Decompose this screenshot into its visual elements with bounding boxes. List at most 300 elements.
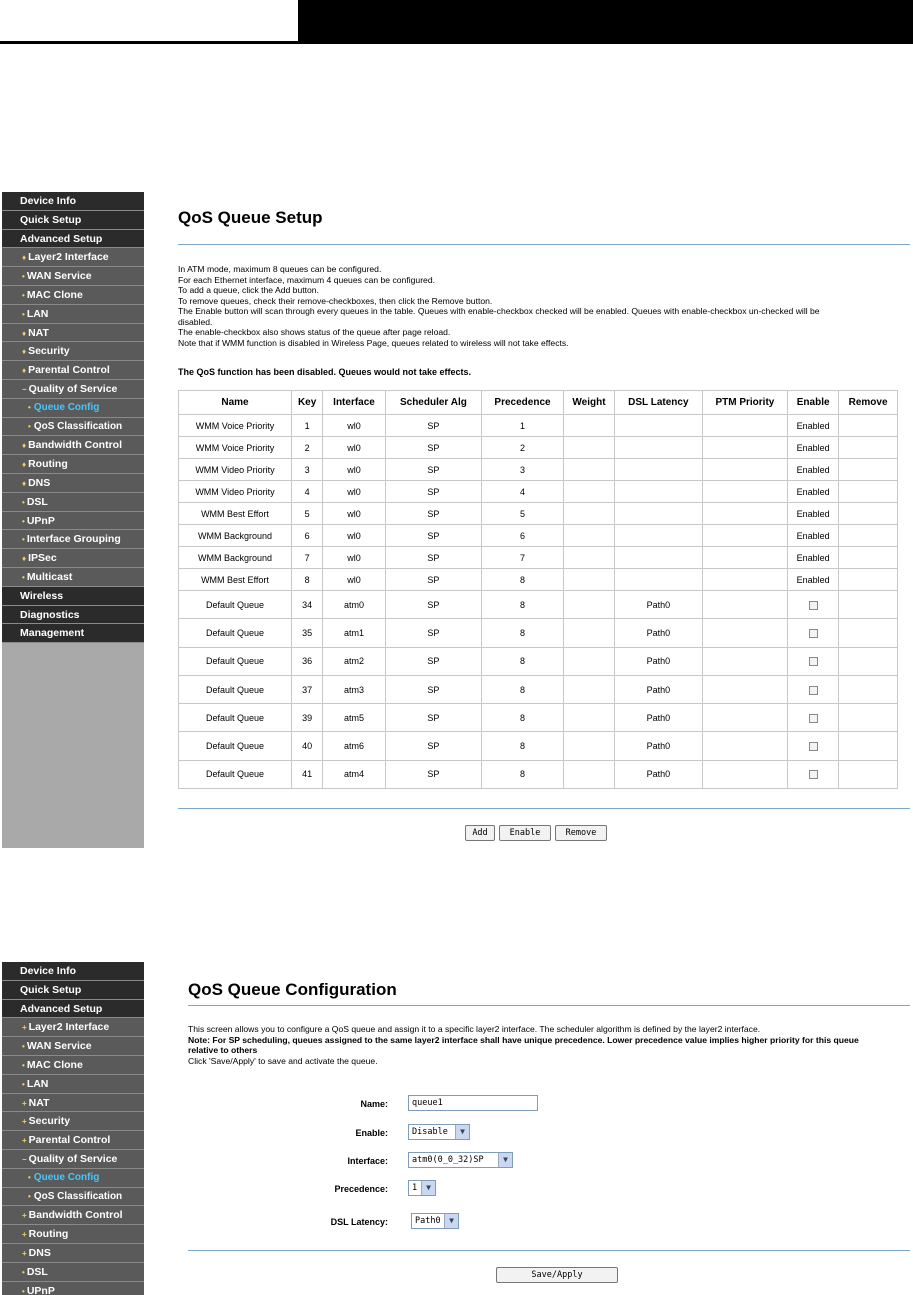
title-divider bbox=[178, 244, 910, 245]
table-row bbox=[179, 481, 898, 503]
table-cell bbox=[702, 619, 788, 647]
column-header: Key bbox=[291, 391, 322, 415]
table-cell: 35 bbox=[291, 619, 322, 647]
table-cell: Enabled bbox=[788, 415, 839, 437]
bullet-icon: ♦ bbox=[22, 478, 27, 488]
table-cell: WMM Voice Priority bbox=[179, 415, 292, 437]
table-cell: 8 bbox=[482, 619, 564, 647]
table-cell bbox=[563, 503, 614, 525]
enable-checkbox[interactable] bbox=[809, 770, 818, 779]
table-cell bbox=[702, 547, 788, 569]
table-cell: 2 bbox=[482, 437, 564, 459]
table-cell: 8 bbox=[291, 569, 322, 591]
table-row bbox=[179, 525, 898, 547]
enable-cell bbox=[788, 647, 839, 675]
sidebar-item-label: Bandwidth Control bbox=[28, 439, 122, 452]
table-cell: 8 bbox=[482, 591, 564, 619]
page-title: QoS Queue Configuration bbox=[188, 980, 397, 999]
remove-cell bbox=[839, 704, 898, 732]
sidebar-item-label: Bandwidth Control bbox=[28, 1209, 123, 1222]
header-rule bbox=[0, 41, 913, 44]
bullet-icon: • bbox=[22, 1079, 25, 1089]
table-cell bbox=[563, 525, 614, 547]
remove-cell bbox=[839, 619, 898, 647]
bullet-icon: ♦ bbox=[22, 366, 27, 376]
table-cell bbox=[563, 760, 614, 788]
table-cell: atm5 bbox=[323, 704, 386, 732]
sidebar-item-interface-grouping[interactable] bbox=[2, 530, 144, 549]
table-cell: atm4 bbox=[323, 760, 386, 788]
sidebar-item-label: WAN Service bbox=[26, 270, 92, 283]
config-note-line-cont: relative to others bbox=[188, 1045, 258, 1055]
table-cell: wl0 bbox=[323, 459, 386, 481]
sidebar-item-label: Advanced Setup bbox=[20, 232, 103, 245]
sidebar-item-nat[interactable] bbox=[2, 324, 144, 343]
table-cell: 4 bbox=[482, 481, 564, 503]
description-line: Note that if WMM function is disabled in Wireless Page, queues related to wireless will not take effects. bbox=[178, 337, 569, 348]
table-cell bbox=[615, 503, 703, 525]
add-button[interactable]: Add bbox=[465, 825, 495, 841]
table-cell: Default Queue bbox=[179, 647, 292, 675]
table-cell: atm3 bbox=[323, 675, 386, 703]
bullet-icon: • bbox=[28, 1191, 31, 1201]
sidebar-item-advanced-setup[interactable] bbox=[2, 230, 144, 249]
table-cell: 36 bbox=[291, 647, 322, 675]
table-cell: 5 bbox=[291, 503, 322, 525]
sidebar-item-queue-config[interactable] bbox=[2, 1169, 144, 1188]
sidebar-item-label: LAN bbox=[26, 1077, 49, 1090]
table-cell: 41 bbox=[291, 760, 322, 788]
sidebar-item-layer2-interface[interactable] bbox=[2, 248, 144, 267]
description-line: The Enable button will scan through every queues in the table. Queues with enable-checkbox checked will be enabled. Queues with enable-checkbox un-checked will be bbox=[178, 306, 820, 316]
interface-select-value: atm0(0_0_32)SP bbox=[412, 1155, 484, 1165]
remove-cell bbox=[839, 647, 898, 675]
table-cell: 37 bbox=[291, 675, 322, 703]
sidebar-item-routing[interactable] bbox=[2, 1225, 144, 1244]
enable-cell bbox=[788, 760, 839, 788]
table-cell bbox=[702, 481, 788, 503]
table-cell: wl0 bbox=[323, 503, 386, 525]
table-cell: 40 bbox=[291, 732, 322, 760]
enable-cell bbox=[788, 675, 839, 703]
table-row bbox=[179, 591, 898, 619]
sidebar-item-label: Wireless bbox=[20, 589, 64, 602]
sidebar-item-diagnostics[interactable] bbox=[2, 606, 144, 625]
header-black-bar bbox=[298, 0, 913, 41]
table-cell bbox=[615, 569, 703, 591]
table-cell: WMM Video Priority bbox=[179, 481, 292, 503]
sidebar-item-label: Diagnostics bbox=[20, 608, 80, 621]
bullet-icon: − bbox=[22, 1154, 27, 1164]
enable-cell bbox=[788, 619, 839, 647]
table-cell: 5 bbox=[482, 503, 564, 525]
description-line: For each Ethernet interface, maximum 4 queues can be configured. bbox=[178, 274, 435, 285]
queue-table bbox=[178, 390, 898, 789]
enable-checkbox[interactable] bbox=[809, 742, 818, 751]
table-cell bbox=[563, 547, 614, 569]
sidebar-item-dns[interactable] bbox=[2, 1244, 144, 1263]
table-cell: 34 bbox=[291, 591, 322, 619]
sidebar-item-label: Interface Grouping bbox=[26, 533, 121, 546]
table-cell: wl0 bbox=[323, 437, 386, 459]
precedence-select[interactable] bbox=[408, 1180, 436, 1196]
table-cell bbox=[702, 675, 788, 703]
bullet-icon: + bbox=[22, 1230, 27, 1240]
table-cell: Path0 bbox=[615, 647, 703, 675]
table-cell bbox=[563, 569, 614, 591]
sidebar-item-device-info[interactable] bbox=[2, 192, 144, 211]
table-cell bbox=[563, 481, 614, 503]
sidebar-item-label: MAC Clone bbox=[26, 1058, 83, 1071]
table-row bbox=[179, 503, 898, 525]
table-cell: SP bbox=[385, 647, 481, 675]
table-cell: Enabled bbox=[788, 503, 839, 525]
sidebar-item-label: Parental Control bbox=[28, 1134, 111, 1147]
enable-cell bbox=[788, 704, 839, 732]
sidebar-item-mac-clone[interactable] bbox=[2, 1056, 144, 1075]
description-line: disabled. bbox=[178, 316, 213, 327]
table-cell: SP bbox=[385, 437, 481, 459]
sidebar-item-lan[interactable] bbox=[2, 1075, 144, 1094]
table-row bbox=[179, 569, 898, 591]
table-cell: 39 bbox=[291, 704, 322, 732]
sidebar-item-upnp[interactable] bbox=[2, 1282, 144, 1295]
table-cell bbox=[702, 647, 788, 675]
sidebar-item-upnp[interactable] bbox=[2, 512, 144, 531]
description-line: To add a queue, click the Add button. bbox=[178, 285, 319, 295]
qos-queue-config-screen bbox=[2, 962, 912, 1295]
table-cell: SP bbox=[385, 525, 481, 547]
enable-cell bbox=[788, 732, 839, 760]
column-header: Remove bbox=[839, 391, 898, 415]
bullet-icon: + bbox=[22, 1117, 27, 1127]
bullet-icon: • bbox=[22, 497, 25, 507]
sidebar-item-device-info[interactable] bbox=[2, 962, 144, 981]
description-line: In ATM mode, maximum 8 queues can be configured. bbox=[178, 264, 382, 274]
table-cell bbox=[615, 547, 703, 569]
precedence-select-value: 1 bbox=[412, 1183, 418, 1193]
bullet-icon: • bbox=[22, 1060, 25, 1070]
enable-checkbox[interactable] bbox=[809, 601, 818, 610]
sidebar-item-label: Queue Config bbox=[33, 1171, 100, 1183]
table-cell bbox=[563, 459, 614, 481]
table-cell bbox=[563, 732, 614, 760]
table-row bbox=[179, 415, 898, 437]
table-cell: 7 bbox=[482, 547, 564, 569]
table-cell bbox=[839, 525, 898, 547]
table-cell bbox=[615, 437, 703, 459]
table-cell bbox=[702, 704, 788, 732]
enable-checkbox[interactable] bbox=[809, 686, 818, 695]
table-cell: SP bbox=[385, 675, 481, 703]
sidebar-item-parental-control[interactable] bbox=[2, 361, 144, 380]
sidebar-item-management[interactable] bbox=[2, 624, 144, 643]
sidebar-item-label: Security bbox=[28, 1115, 71, 1128]
sidebar-item-routing[interactable] bbox=[2, 455, 144, 474]
remove-cell bbox=[839, 732, 898, 760]
table-cell: 8 bbox=[482, 647, 564, 675]
bottom-divider bbox=[178, 808, 910, 809]
enable-select-value: Disable bbox=[412, 1127, 448, 1137]
table-cell: Path0 bbox=[615, 591, 703, 619]
table-cell: WMM Video Priority bbox=[179, 459, 292, 481]
table-cell: WMM Best Effort bbox=[179, 569, 292, 591]
table-cell bbox=[563, 591, 614, 619]
remove-button[interactable]: Remove bbox=[555, 825, 607, 841]
sidebar-item-layer2-interface[interactable] bbox=[2, 1018, 144, 1037]
enable-label: Enable: bbox=[355, 1128, 388, 1138]
table-cell: 8 bbox=[482, 569, 564, 591]
bullet-icon: • bbox=[22, 272, 25, 282]
sidebar-item-multicast[interactable] bbox=[2, 568, 144, 587]
sidebar-item-quality-of-service[interactable] bbox=[2, 1150, 144, 1169]
sidebar-item-lan[interactable] bbox=[2, 305, 144, 324]
bullet-icon: • bbox=[22, 535, 25, 545]
bullet-icon: • bbox=[28, 1172, 31, 1182]
table-cell bbox=[702, 569, 788, 591]
sidebar-item-parental-control[interactable] bbox=[2, 1131, 144, 1150]
table-cell: SP bbox=[385, 760, 481, 788]
sidebar-item-label: UPnP bbox=[26, 514, 55, 527]
table-cell: SP bbox=[385, 415, 481, 437]
bullet-icon: • bbox=[22, 1042, 25, 1052]
save-apply-button[interactable]: Save/Apply bbox=[496, 1267, 618, 1283]
table-cell bbox=[839, 415, 898, 437]
chevron-down-icon: ▼ bbox=[444, 1214, 458, 1228]
column-header: Name bbox=[179, 391, 292, 415]
remove-cell bbox=[839, 591, 898, 619]
bullet-icon: • bbox=[22, 309, 25, 319]
sidebar-item-label: WAN Service bbox=[26, 1040, 92, 1053]
sidebar-item-label: Quality of Service bbox=[28, 1152, 118, 1165]
sidebar-item-label: Layer2 Interface bbox=[28, 251, 109, 264]
table-cell bbox=[839, 437, 898, 459]
sidebar-item-label: Routing bbox=[28, 458, 68, 471]
table-cell: Default Queue bbox=[179, 675, 292, 703]
sidebar-item-label: Parental Control bbox=[28, 364, 110, 377]
sidebar-item-label: DNS bbox=[28, 476, 51, 489]
config-desc-line: This screen allows you to configure a QoS queue and assign it to a specific layer2 interface. The scheduler algorithm is defined by the layer2 interface. bbox=[188, 1024, 761, 1034]
table-row bbox=[179, 547, 898, 569]
bullet-icon: ♦ bbox=[22, 253, 27, 263]
bullet-icon: + bbox=[22, 1136, 27, 1146]
table-cell bbox=[702, 437, 788, 459]
table-cell bbox=[615, 525, 703, 547]
sidebar-item-label: NAT bbox=[28, 1096, 50, 1109]
table-cell: wl0 bbox=[323, 415, 386, 437]
table-row bbox=[179, 760, 898, 788]
config-save-hint: Click 'Save/Apply' to save and activate the queue. bbox=[188, 1055, 378, 1066]
sidebar-item-label: Management bbox=[20, 627, 85, 640]
table-cell: atm1 bbox=[323, 619, 386, 647]
table-cell: 3 bbox=[291, 459, 322, 481]
table-cell: WMM Background bbox=[179, 525, 292, 547]
sidebar-item-mac-clone[interactable] bbox=[2, 286, 144, 305]
enable-checkbox[interactable] bbox=[809, 714, 818, 723]
table-cell: WMM Background bbox=[179, 547, 292, 569]
table-cell bbox=[702, 459, 788, 481]
table-cell: wl0 bbox=[323, 525, 386, 547]
table-cell: atm0 bbox=[323, 591, 386, 619]
table-cell: Enabled bbox=[788, 437, 839, 459]
table-cell: Enabled bbox=[788, 547, 839, 569]
chevron-down-icon: ▼ bbox=[421, 1181, 435, 1195]
table-cell bbox=[839, 459, 898, 481]
precedence-label: Precedence: bbox=[334, 1184, 388, 1194]
table-cell bbox=[563, 675, 614, 703]
dsl-latency-select-value: Path0 bbox=[415, 1216, 441, 1226]
bullet-icon: • bbox=[22, 1286, 25, 1295]
table-row bbox=[179, 647, 898, 675]
table-cell: Path0 bbox=[615, 619, 703, 647]
table-cell bbox=[839, 481, 898, 503]
table-cell: atm2 bbox=[323, 647, 386, 675]
table-cell: Path0 bbox=[615, 704, 703, 732]
table-cell: SP bbox=[385, 481, 481, 503]
table-cell: 2 bbox=[291, 437, 322, 459]
table-cell: 6 bbox=[482, 525, 564, 547]
bullet-icon: ♦ bbox=[22, 328, 27, 338]
sidebar-item-bandwidth-control[interactable] bbox=[2, 436, 144, 455]
column-header: Enable bbox=[788, 391, 839, 415]
table-cell bbox=[615, 481, 703, 503]
sidebar-item-wireless[interactable] bbox=[2, 587, 144, 606]
sidebar-item-quick-setup[interactable] bbox=[2, 981, 144, 1000]
sidebar-item-label: DSL bbox=[26, 495, 48, 508]
remove-cell bbox=[839, 675, 898, 703]
sidebar-item-label: Layer2 Interface bbox=[28, 1021, 110, 1034]
table-cell: WMM Best Effort bbox=[179, 503, 292, 525]
sidebar-item-label: QoS Classification bbox=[33, 1190, 123, 1202]
sidebar-item-label: NAT bbox=[28, 326, 49, 339]
table-cell: SP bbox=[385, 704, 481, 732]
sidebar-item-label: QoS Classification bbox=[33, 420, 123, 432]
sidebar-item-security[interactable] bbox=[2, 1112, 144, 1131]
sidebar-item-quick-setup[interactable] bbox=[2, 211, 144, 230]
bullet-icon: + bbox=[22, 1098, 27, 1108]
sidebar-item-wan-service[interactable] bbox=[2, 267, 144, 286]
description-line: To remove queues, check their remove-checkboxes, then click the Remove button. bbox=[178, 295, 493, 306]
sidebar-nav bbox=[2, 192, 144, 848]
name-input[interactable]: queue1 bbox=[408, 1095, 538, 1111]
table-cell: 8 bbox=[482, 704, 564, 732]
table-cell bbox=[702, 415, 788, 437]
table-cell: Default Queue bbox=[179, 619, 292, 647]
table-cell: 6 bbox=[291, 525, 322, 547]
bullet-icon: + bbox=[22, 1248, 27, 1258]
sidebar-item-dsl[interactable] bbox=[2, 493, 144, 512]
sidebar-item-queue-config[interactable] bbox=[2, 399, 144, 418]
table-cell: wl0 bbox=[323, 481, 386, 503]
sidebar-nav bbox=[2, 962, 144, 1295]
bullet-icon: ♦ bbox=[22, 554, 27, 564]
sidebar-item-nat[interactable] bbox=[2, 1094, 144, 1113]
config-description bbox=[188, 1024, 859, 1066]
table-cell bbox=[563, 437, 614, 459]
sidebar-item-quality-of-service[interactable] bbox=[2, 380, 144, 399]
enable-cell bbox=[788, 591, 839, 619]
bullet-icon: − bbox=[22, 384, 27, 394]
sidebar-item-label: Device Info bbox=[20, 195, 77, 207]
table-row bbox=[179, 675, 898, 703]
bullet-icon: + bbox=[22, 1023, 27, 1033]
title-divider bbox=[188, 1005, 910, 1006]
table-cell: SP bbox=[385, 732, 481, 760]
table-cell: 1 bbox=[482, 415, 564, 437]
table-cell: SP bbox=[385, 547, 481, 569]
column-header: Precedence bbox=[482, 391, 564, 415]
column-header: PTM Priority bbox=[702, 391, 788, 415]
sidebar-item-label: LAN bbox=[26, 307, 49, 320]
table-cell bbox=[839, 547, 898, 569]
bullet-icon: • bbox=[22, 1267, 25, 1277]
bullet-icon: • bbox=[28, 421, 31, 431]
bullet-icon: • bbox=[22, 516, 25, 526]
enable-checkbox[interactable] bbox=[809, 657, 818, 666]
sidebar-item-qos-classification[interactable] bbox=[2, 418, 144, 437]
sidebar-item-qos-classification[interactable] bbox=[2, 1188, 144, 1207]
bullet-icon: ♦ bbox=[22, 441, 27, 451]
setup-description bbox=[178, 264, 820, 348]
sidebar-item-bandwidth-control[interactable] bbox=[2, 1206, 144, 1225]
sidebar-item-label: Advanced Setup bbox=[20, 1002, 103, 1015]
bullet-icon: • bbox=[28, 402, 31, 412]
table-cell bbox=[615, 459, 703, 481]
name-label: Name: bbox=[360, 1099, 388, 1109]
sidebar-item-wan-service[interactable] bbox=[2, 1037, 144, 1056]
table-cell bbox=[563, 619, 614, 647]
sidebar-item-advanced-setup[interactable] bbox=[2, 1000, 144, 1019]
column-header: Weight bbox=[563, 391, 614, 415]
table-row bbox=[179, 459, 898, 481]
enable-button[interactable]: Enable bbox=[499, 825, 551, 841]
sidebar-item-dns[interactable] bbox=[2, 474, 144, 493]
sidebar-item-label: Quality of Service bbox=[28, 382, 118, 395]
dsl-latency-select[interactable] bbox=[411, 1213, 459, 1229]
page-title: QoS Queue Setup bbox=[178, 208, 323, 227]
interface-label: Interface: bbox=[347, 1156, 388, 1166]
enable-checkbox[interactable] bbox=[809, 629, 818, 638]
table-cell: WMM Voice Priority bbox=[179, 437, 292, 459]
sidebar-item-label: DNS bbox=[28, 1246, 51, 1259]
table-cell bbox=[702, 591, 788, 619]
table-cell: 4 bbox=[291, 481, 322, 503]
table-cell bbox=[702, 503, 788, 525]
chevron-down-icon: ▼ bbox=[498, 1153, 512, 1167]
table-cell: SP bbox=[385, 569, 481, 591]
sidebar-item-label: MAC Clone bbox=[26, 288, 83, 301]
sidebar-item-security[interactable] bbox=[2, 342, 144, 361]
sidebar-item-label: Quick Setup bbox=[20, 983, 82, 996]
table-cell: Path0 bbox=[615, 760, 703, 788]
sidebar-item-dsl[interactable] bbox=[2, 1263, 144, 1282]
table-cell: atm6 bbox=[323, 732, 386, 760]
table-cell bbox=[563, 415, 614, 437]
table-cell: 8 bbox=[482, 760, 564, 788]
sidebar-item-label: UPnP bbox=[26, 1284, 55, 1295]
table-cell: Path0 bbox=[615, 675, 703, 703]
enable-select[interactable] bbox=[408, 1124, 470, 1140]
table-cell bbox=[839, 569, 898, 591]
table-cell: 1 bbox=[291, 415, 322, 437]
table-cell: wl0 bbox=[323, 569, 386, 591]
bottom-divider bbox=[188, 1250, 910, 1251]
sidebar-item-ipsec[interactable] bbox=[2, 549, 144, 568]
table-cell bbox=[615, 415, 703, 437]
table-cell: Default Queue bbox=[179, 732, 292, 760]
interface-select[interactable] bbox=[408, 1152, 513, 1168]
table-cell: wl0 bbox=[323, 547, 386, 569]
